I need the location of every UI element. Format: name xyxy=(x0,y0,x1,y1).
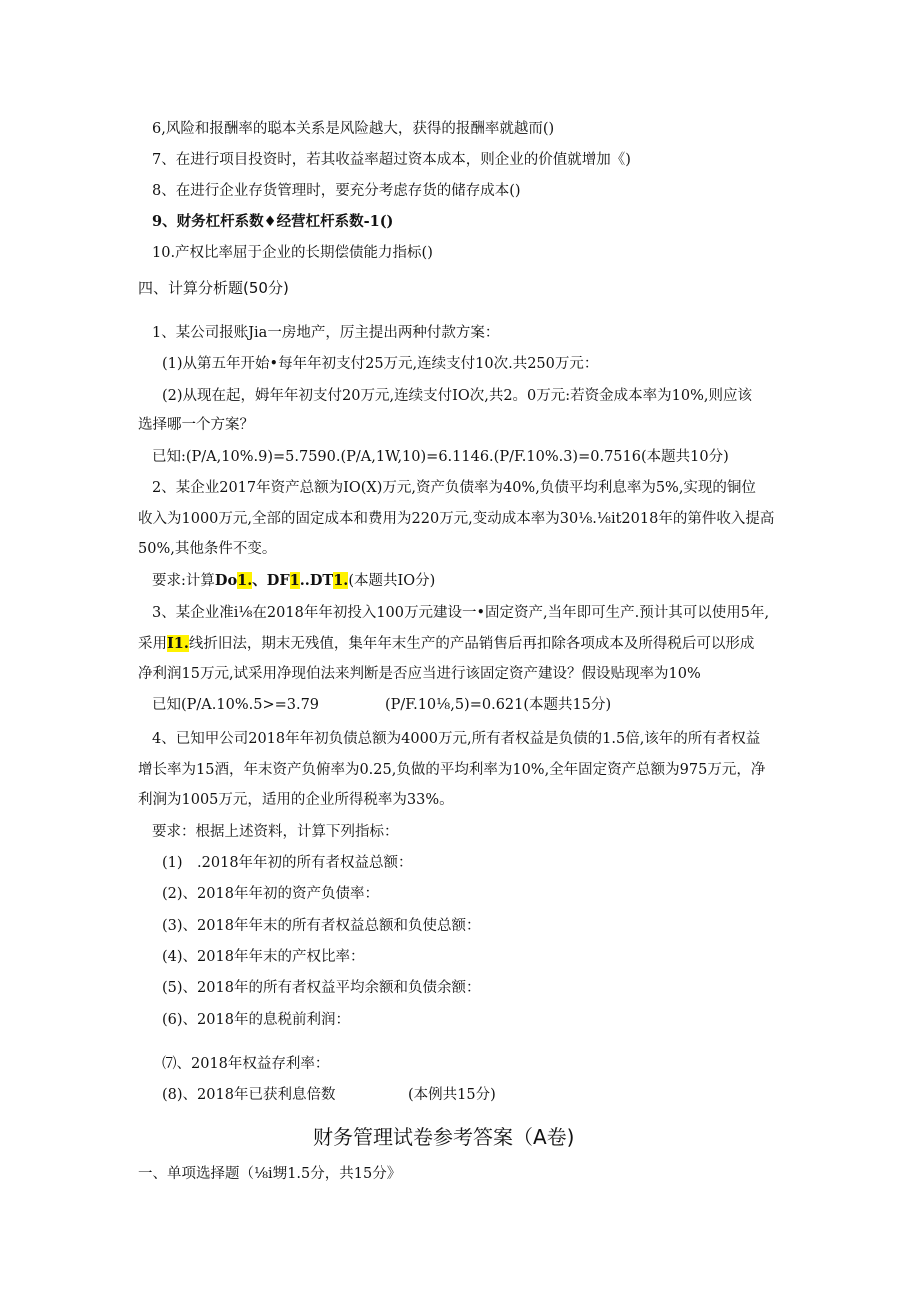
question-6: 6,风险和报酬率的聪本关系是风险越大，获得的报酬率就越而() xyxy=(152,121,555,137)
problem-2-line-1: 2、某企业2017年资产总额为IO(X)万元,资产负债率为40%,负债平均利息率为5%,实现的铜位 xyxy=(152,480,756,496)
question-8: 8、在进行企业存货管理时，要充分考虑存货的储存成本() xyxy=(152,183,521,199)
highlight-1: 1. xyxy=(237,572,253,589)
question-7: 7、在进行项目投资时，若其收益率超过资本成本，则企业的价值就增加《) xyxy=(152,152,631,168)
problem-4-line-1: 4、已知甲公司2018年年初负债总额为4000万元,所有者权益是负债的1.5倍,该年的所有者权益 xyxy=(152,731,761,747)
problem-2-requirement xyxy=(152,571,435,591)
problem-4-line-2: 增长率为15酒，年末资产负俯率为0.25,负做的平均利率为10%,全年固定资产总额为975万元，净 xyxy=(138,762,766,778)
problem-4-line-3: 利涧为1005万元，适用的企业所得税率为33%。 xyxy=(138,792,454,808)
problem-4-item: (1) .2018年年初的所有者权益总额： xyxy=(162,855,413,871)
problem-1-option-2-cont: 选择哪一个方案？ xyxy=(138,417,254,433)
problem-4-item: (4)、2018年年末的产权比率： xyxy=(162,949,365,965)
problem-4-score: (本例共15分) xyxy=(408,1087,496,1103)
req-dtl: ..DT xyxy=(299,572,334,589)
problem-4-item: (2)、2018年年初的资产负债率： xyxy=(162,886,379,902)
problem-1-known: 已知:(P/A,10%.9)=5.7590.(P/A,1W,10)=6.1146.(P/F.10%.3)=0.7516(本题共10分) xyxy=(152,449,729,465)
req-dfl: 、DF xyxy=(252,572,290,589)
answer-key-title: 财务管理试卷参考答案（A卷) xyxy=(313,1125,575,1149)
answer-section-1-heading: 一、单项选择题（⅛i甥1.5分，共15分》 xyxy=(138,1166,402,1182)
line2-prefix: 采用 xyxy=(138,636,167,652)
problem-3-line-1: 3、某企业准i⅛在2018年年初投入100万元建设一•固定资产,当年即可生产.预计其可以使用5年, xyxy=(152,605,770,621)
question-10: 10.产权比率屈于企业的长期偿债能力指标() xyxy=(152,245,433,261)
section-heading-calculation: 四、计算分析题(50分) xyxy=(138,279,289,297)
highlight-4: I1. xyxy=(167,635,189,652)
problem-4-requirement: 要求：根据上述资料，计算下列指标： xyxy=(152,824,399,840)
problem-3-line-3: 净利润15万元,试采用净现伯法来判断是否应当进行该固定资产建设？假设贴现率为10% xyxy=(138,666,701,682)
problem-3-known-b: (P/F.10⅛,5)=0.621(本题共15分) xyxy=(385,697,612,713)
req-score: (本题共IO分) xyxy=(348,573,436,589)
problem-1-stem: 1、某公司报账Jia一房地产，厉主提出两种付款方案： xyxy=(152,325,500,341)
question-9: 9、财务杠杆系数♦经营杠杆系数-1() xyxy=(152,213,394,230)
problem-2-line-3: 50%,其他条件不变。 xyxy=(138,541,277,557)
problem-2-line-2: 收入为1000万元,全部的固定成本和费用为220万元,变动成本率为30⅛.⅛it2018年的第件收入提高 xyxy=(138,511,775,527)
problem-3-line-2 xyxy=(138,634,754,654)
problem-1-option-2: (2)从现在起，姆年年初支付20万元,连续支付IO次,共2。0万元:若资金成本率为10%,则应该 xyxy=(162,388,752,404)
line2-rest: 线折旧法，期末无残值，集年年末生产的产品销售后再扣除各项成本及所得税后可以形成 xyxy=(188,636,755,652)
highlight-3: 1. xyxy=(333,572,349,589)
req-dol: Do xyxy=(214,572,238,589)
problem-4-item: (6)、2018年的息税前利润： xyxy=(162,1012,350,1028)
problem-4-item: (3)、2018年年末的所有者权益总额和负使总额： xyxy=(162,918,481,934)
problem-4-item: ⑺、2018年权益存利率： xyxy=(162,1056,330,1072)
problem-4-item: (5)、2018年的所有者权益平均余额和负债余额： xyxy=(162,980,481,996)
problem-3-known-a: 已知(P/A.10%.5>=3.79 xyxy=(152,697,320,713)
highlight-2: 1 xyxy=(289,572,300,589)
req-prefix: 要求:计算 xyxy=(152,573,215,589)
problem-4-item: (8)、2018年已获利息倍数 xyxy=(162,1087,336,1103)
problem-1-option-1: (1)从第五年开始•每年年初支付25万元,连续支付10次.共250万元： xyxy=(162,356,599,372)
